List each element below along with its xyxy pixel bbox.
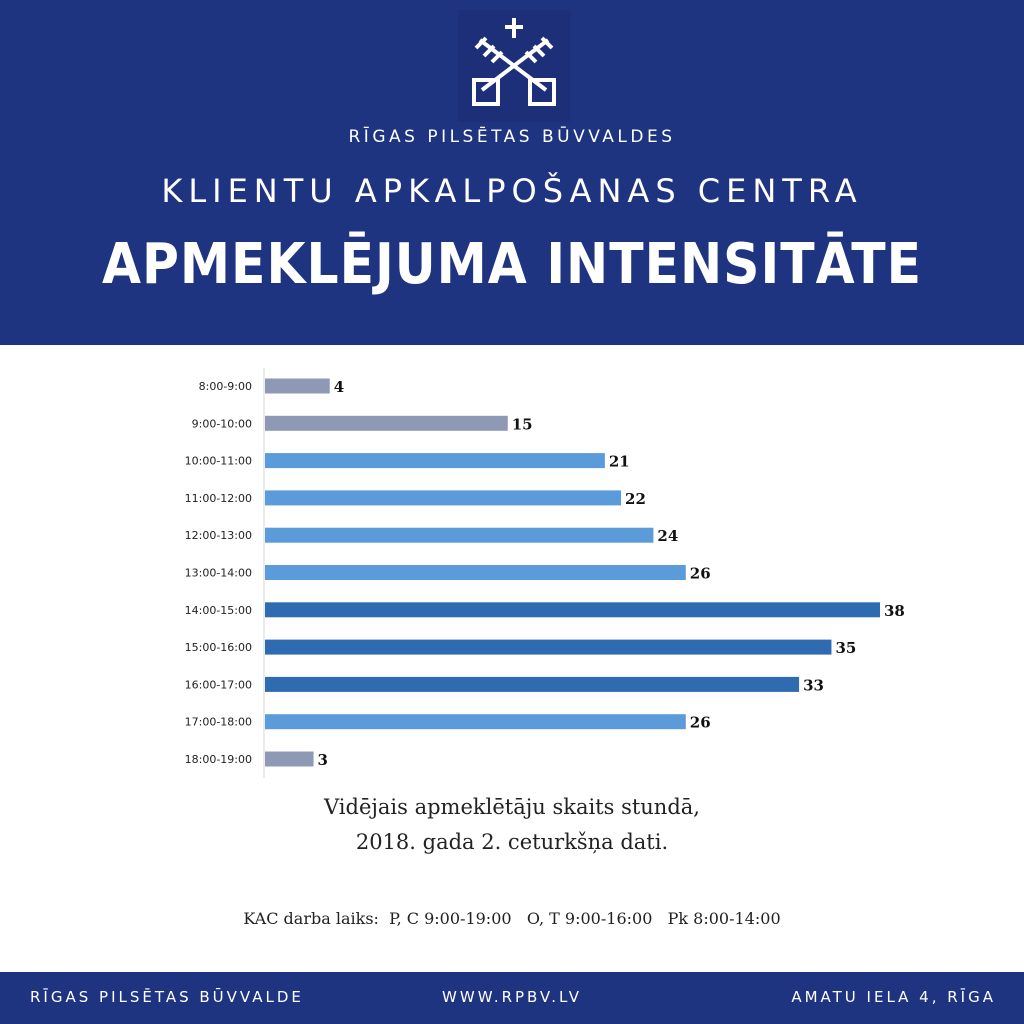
category-label: 17:00-18:00 [184, 715, 252, 729]
category-label: 8:00-9:00 [198, 380, 252, 393]
data-label: 15 [511, 415, 533, 434]
category-label: 18:00-19:00 [184, 753, 252, 766]
data-label: 22 [625, 489, 646, 508]
bar [265, 677, 799, 692]
category-label: 11:00-12:00 [184, 491, 252, 505]
footer-organization: RĪGAS PILSĒTAS BŪVVALDE [30, 988, 304, 1006]
category-label: 16:00-17:00 [184, 678, 252, 692]
data-label: 33 [803, 676, 824, 695]
data-label: 4 [333, 378, 345, 396]
data-label: 38 [884, 601, 905, 620]
data-label: 26 [689, 713, 711, 732]
footer-bar [0, 972, 1024, 1024]
working-hours: KAC darba laiks: P, C 9:00-19:00 O, T 9:00-16:00 Pk 8:00-14:00 [243, 909, 781, 928]
bar [265, 640, 831, 655]
category-label: 13:00-14:00 [184, 566, 252, 580]
data-label: 26 [689, 564, 711, 583]
chart-caption-line2: 2018. gada 2. ceturkšņa dati. [355, 830, 669, 854]
header-banner [0, 0, 1024, 345]
bar [265, 416, 508, 431]
bar-chart [0, 360, 1024, 780]
bar [265, 714, 686, 729]
bar [265, 379, 330, 394]
footer-website-link[interactable]: WWW.RPBV.LV [442, 988, 582, 1006]
data-label: 35 [835, 639, 857, 658]
category-label: 10:00-11:00 [184, 454, 252, 468]
data-label: 21 [608, 452, 630, 471]
category-label: 15:00-16:00 [184, 641, 252, 655]
bar [265, 602, 880, 617]
crossed-keys-icon [458, 10, 570, 122]
bar [265, 565, 686, 580]
organization-name: RĪGAS PILSĒTAS BŪVVALDES [348, 127, 676, 147]
bar [265, 490, 621, 505]
chart-caption-line1: Vidējais apmeklētāju skaits stundā, [324, 795, 700, 819]
category-label: 12:00-13:00 [184, 529, 252, 543]
data-label: 24 [657, 527, 679, 546]
page-title: APMEKLĒJUMA INTENSITĀTE [101, 232, 923, 297]
bar [265, 528, 653, 543]
category-label: 9:00-10:00 [191, 417, 252, 431]
crossed-keys-logo [458, 10, 570, 122]
page-subtitle: KLIENTU APKALPOŠANAS CENTRA [161, 172, 863, 210]
category-label: 14:00-15:00 [184, 603, 252, 617]
bar [265, 453, 605, 468]
footer-address: AMATU IELA 4, RĪGA [791, 988, 996, 1006]
bar [265, 752, 314, 767]
data-label: 3 [317, 751, 328, 769]
